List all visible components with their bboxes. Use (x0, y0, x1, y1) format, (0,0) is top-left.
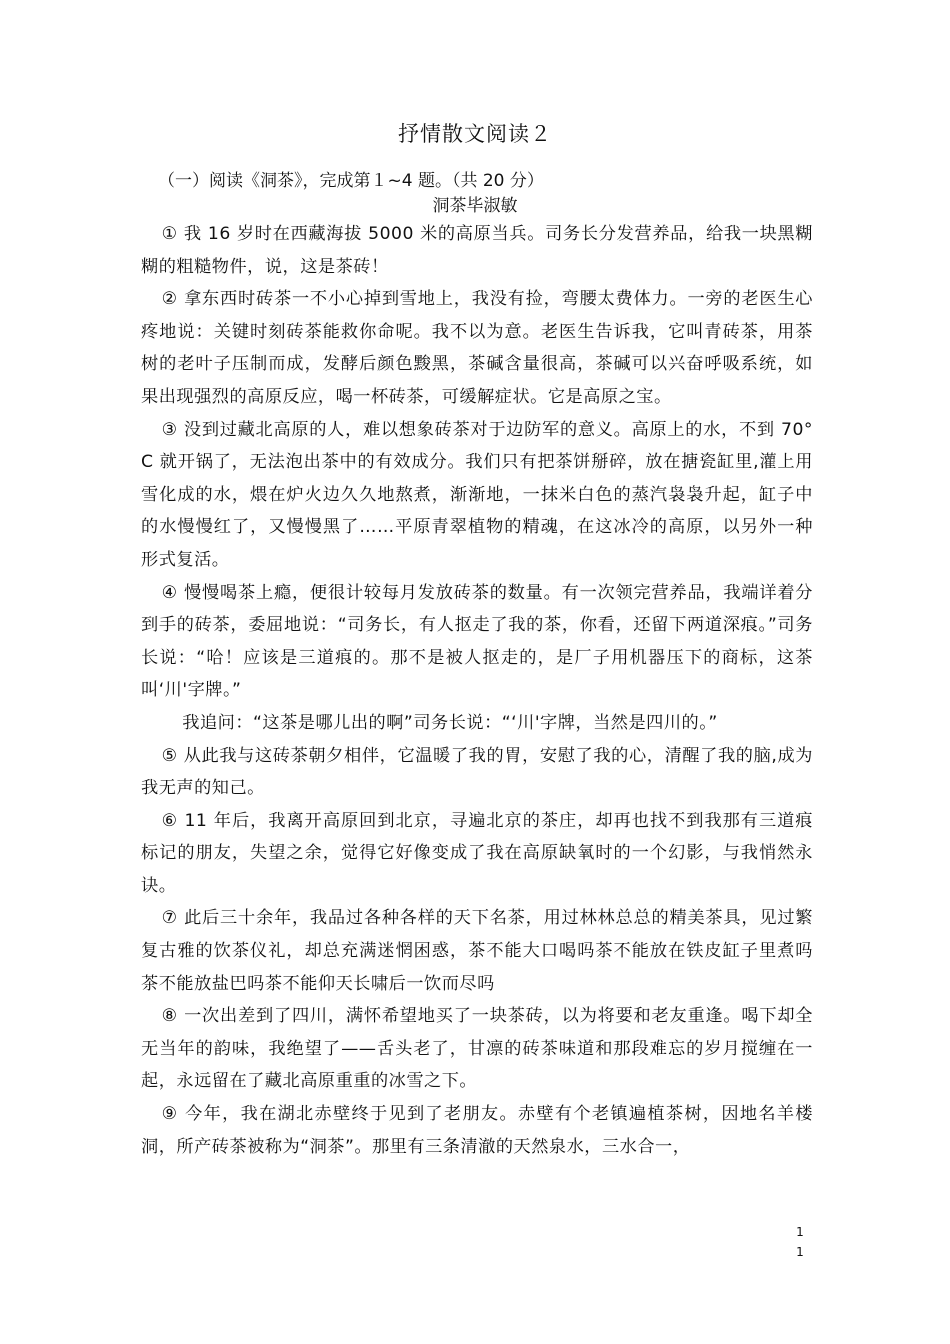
paragraph-dialog: 我追问：“这茶是哪儿出的啊”司务长说：“‘川'字牌，当然是四川的。” (182, 712, 718, 733)
page-number-repeat: 1 (796, 1245, 804, 1259)
document-title: 抒情散文阅读２ (398, 122, 552, 146)
paragraph-9: ⑨ 今年，我在湖北赤壁终于见到了老朋友。赤壁有个老镇遍植茶树，因地名羊楼洞，所产砖茶被称为“洞茶”。那里有三条清澈的天然泉水，三水合一， (141, 1104, 813, 1157)
paragraph-8: ⑧ 一次出差到了四川，满怀希望地买了一块茶砖，以为将要和老友重逢。喝下却全无当年的韵味，我绝望了——舌头老了，甘凛的砖茶味道和那段难忘的岁月搅缠在一起，永远留在了藏北高原重重的冰雪之下。 (141, 1006, 813, 1092)
paragraph-2: ② 拿东西时砖茶一不小心掉到雪地上，我没有捡，弯腰太费体力。一旁的老医生心疼地说：关键时刻砖茶能救你命呢。我不以为意。老医生告诉我，它叫青砖茶，用茶树的老叶子压制而成，发酵后颜色黢黑，茶碱含量很高，茶碱可以兴奋呼吸系统，如果出现强烈的高原反应，喝一杯砖茶，可缓解症状。它是高原之宝。 (141, 289, 813, 407)
question-intro: （一）阅读《洞茶》，完成第１~4 题。（共 20 分） (158, 171, 544, 191)
page-number: 1 (796, 1225, 804, 1239)
paragraph-5: ⑤ 从此我与这砖茶朝夕相伴，它温暖了我的胃，安慰了我的心，清醒了我的脑,成为我无声的知己。 (141, 745, 813, 799)
paragraph-7: ⑦ 此后三十余年，我品过各种各样的天下名茶，用过林林总总的精美茶具，见过繁复古雅的饮茶仪礼，却总充满迷惘困惑，茶不能大口喝吗茶不能放在铁皮缸子里煮吗茶不能放盐巴吗茶不能仰天长啸后一饮而尽吗 (141, 908, 813, 994)
article-body (141, 218, 813, 1163)
paragraph-1: ① 我 16 岁时在西藏海拔 5000 米的高原当兵。司务长分发营养品，给我一块黑糊糊的粗糙物件，说，这是茶砖！ (141, 224, 813, 277)
paragraph-4: ④ 慢慢喝茶上瘾，便很计较每月发放砖茶的数量。有一次领完营养品，我端详着分到手的砖茶，委屈地说：“司务长，有人抠走了我的茶，你看，还留下两道深痕。”司务长说：“哈！应该是三道痕的。那不是被人抠走的，是厂子用机器压下的商标，这茶叫‘川'字牌。” (141, 582, 813, 701)
paragraph-3: ③ 没到过藏北高原的人，难以想象砖茶对于边防军的意义。高原上的水，不到 70° C 就开锅了，无法泡出茶中的有效成分。我们只有把茶饼掰碎，放在搪瓷缸里,灌上用雪化成的水，煨在炉火边久久地熬煮，渐渐地，一抹米白色的蒸汽袅袅升起，缸子中的水慢慢红了，又慢慢黑了……平原青翠植物的精魂，在这冰冷的高原，以另外一种形式复活。 (141, 419, 813, 570)
article-title-author: 洞茶毕淑敏 (432, 196, 518, 216)
paragraph-6: ⑥ 11 年后，我离开高原回到北京，寻遍北京的茶庄，却再也找不到我那有三道痕标记的朋友，失望之余，觉得它好像变成了我在高原缺氧时的一个幻影，与我悄然永诀。 (141, 810, 813, 896)
